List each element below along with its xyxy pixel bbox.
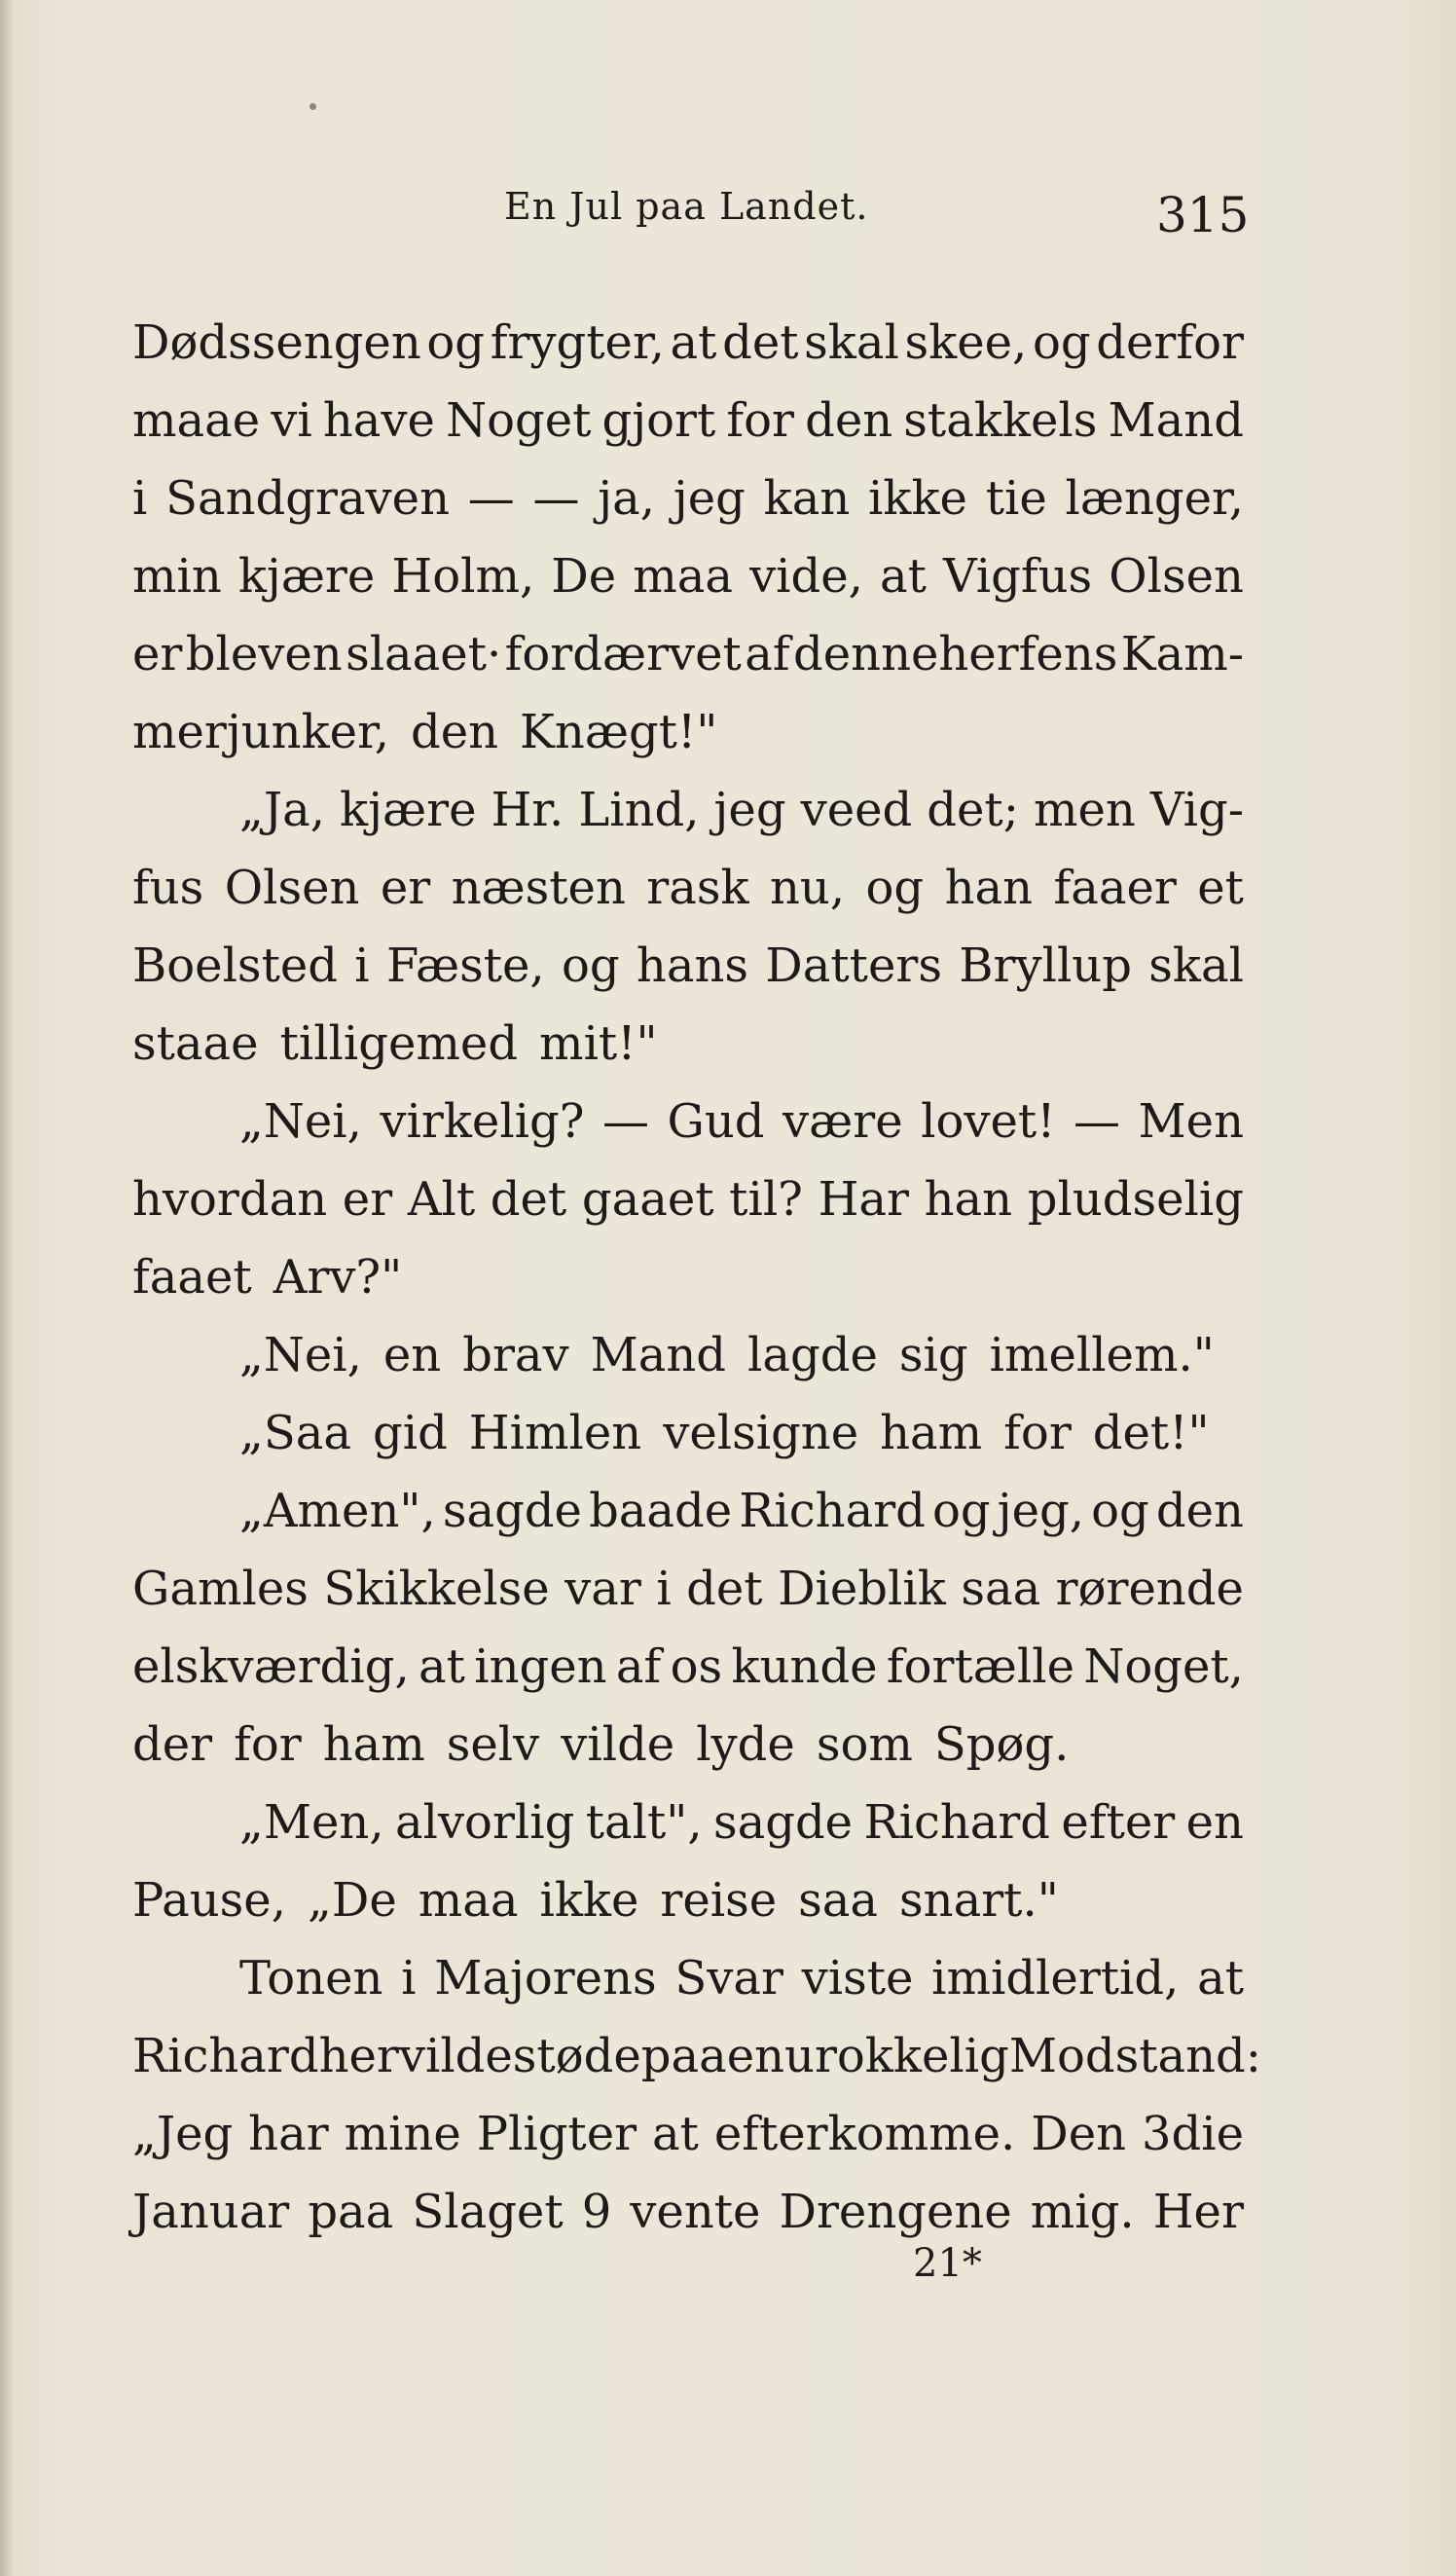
text-line [132,1005,1244,1083]
word: det [686,1562,763,1616]
word: vilde [561,1717,675,1772]
word: og [1032,315,1091,370]
word: var [564,1562,641,1616]
word: urokkelig [784,2029,1009,2083]
text-line [132,1160,1244,1238]
word: „Amen", [239,1484,436,1538]
word: gaaet [581,1172,714,1227]
word: selv [446,1717,540,1772]
word: til? [729,1172,803,1227]
word: har [248,2107,329,2161]
word: „Jeg [132,2107,234,2161]
word: hvordan [132,1172,328,1227]
signature-mark: 21* [913,2241,982,2286]
word: at [651,2107,699,2161]
word: for [726,393,794,448]
text-line [132,1939,1244,2017]
word: vi [271,393,312,448]
word: saa [798,1873,879,1928]
word: os [670,1639,723,1694]
word: Alt [407,1172,476,1227]
word: saa [961,1562,1041,1616]
word: Richard [132,2029,319,2083]
word: Olsen [224,861,360,915]
word: — [602,1094,649,1149]
text-line [132,1083,1244,1160]
word: imellem." [989,1328,1215,1382]
word: gjort [601,393,716,448]
word: lovet! [921,1094,1056,1149]
word: faaer [1053,861,1177,915]
text-line [132,304,1244,382]
word: det!" [1092,1406,1210,1460]
word: ikke [539,1873,639,1928]
word: talt", [585,1795,703,1850]
word: Drengene [779,2185,1012,2239]
word: Himlen [468,1406,642,1460]
body-text [132,304,1261,2251]
word: pludselig [1027,1172,1244,1227]
word: maae [132,393,261,448]
word: mig. [1030,2185,1135,2239]
text-line [132,615,1244,693]
word: Sandgraven [165,471,450,526]
word: sagde [712,1795,854,1850]
word: være [783,1094,903,1149]
word: Dødssengen [132,315,421,370]
word: min [132,549,222,604]
word: Holm, [391,549,535,604]
word: Majorens [434,1951,657,2006]
word: „Nei, [239,1328,362,1382]
word: De [551,549,617,604]
word: — [1074,1094,1120,1149]
word: „Nei, [239,1094,362,1149]
text-line [132,1550,1244,1628]
word: slaaet· [346,627,502,681]
word: ikke [868,471,967,526]
word: Bryllup [959,938,1132,993]
word: vilde [398,2029,513,2083]
word: faaet [132,1250,252,1305]
text-line [132,1706,1244,1784]
word: reise [660,1873,778,1928]
text-line [132,1394,1244,1472]
word: er [342,1172,393,1227]
word: „Ja, [239,783,325,837]
word: Skikkelse [323,1562,550,1616]
word: ja, [598,471,656,526]
word: alvorlig [394,1795,575,1850]
word: Noget, [1083,1639,1244,1694]
text-line [132,849,1244,927]
word: det; [927,783,1019,837]
word: have [322,393,435,448]
word: Fæste, [385,938,545,993]
word: vide, [749,549,863,604]
word: jeg [713,783,786,837]
word: Gud [667,1094,765,1149]
word: det [490,1172,567,1227]
word: der [132,1717,213,1772]
text-line [132,1472,1244,1550]
word: hans [636,938,748,993]
word: „Saa [239,1406,351,1460]
text-line [132,2095,1244,2173]
word: elskværdig, [132,1639,410,1694]
word: derfor [1096,315,1244,370]
word: en [1185,1795,1244,1850]
word: her [318,2029,399,2083]
word: Gamles [132,1562,309,1616]
word: — [532,471,580,526]
word: brav [462,1328,569,1382]
text-line [132,2173,1244,2251]
word: Hr. [491,783,564,837]
word: ham [880,1406,983,1460]
word: viste [801,1951,914,2006]
word: Lind, [578,783,700,837]
word: mit!" [539,1016,658,1071]
word: jeg, [997,1484,1085,1538]
word: tilligemed [279,1016,519,1071]
word: skal [1148,938,1244,993]
word: Slaget [412,2185,564,2239]
word: Svar [674,1951,783,2006]
word: for [1003,1406,1072,1460]
word: maa [633,549,733,604]
word: lyde [696,1717,795,1772]
word: sagde [442,1484,582,1538]
word: han [944,861,1034,915]
word: og [1091,1484,1149,1538]
word: og [561,938,620,993]
word: lagde [747,1328,878,1382]
word: kan [763,471,851,526]
word: fordærvet [504,627,742,681]
word: gid [372,1406,448,1460]
word: skee, [904,315,1028,370]
page-number: 315 [1156,187,1250,243]
word: at [1197,1951,1244,2006]
ink-speck [309,103,316,110]
word: i [401,1951,417,2006]
word: mine [344,2107,461,2161]
word: Noget [446,393,592,448]
word: Men [1138,1094,1244,1149]
word: den [1155,1484,1244,1538]
word: Mand [1108,393,1244,448]
word: næsten [451,861,626,915]
word: skal [804,315,899,370]
text-line [132,537,1244,615]
word: Pligter [476,2107,637,2161]
word: tie [985,471,1047,526]
spine-shadow [0,0,14,2576]
word: fortælle [886,1639,1074,1694]
word: Knægt!" [520,705,718,759]
word: støde [512,2029,641,2083]
text-line [132,771,1244,849]
word: rask [646,861,749,915]
word: Olsen [1109,549,1244,604]
word: staae [132,1016,259,1071]
word: Vig- [1149,783,1244,837]
word: — [467,471,515,526]
word: efter [1061,1795,1176,1850]
word: kjære [237,549,376,604]
word: Mand [590,1328,727,1382]
word: virkelig? [380,1094,585,1149]
word: i [354,938,370,993]
word: Vigfus [942,549,1093,604]
word: jeg [673,471,746,526]
text-line [132,382,1244,460]
word: baade [589,1484,733,1538]
running-title: En Jul paa Landet. [504,185,869,228]
word: at [879,549,927,604]
word: er [132,627,183,681]
word: velsigne [663,1406,859,1460]
word: et [1197,861,1244,915]
word: veed [800,783,913,837]
word: for [234,1717,302,1772]
word: merjunker, [132,705,389,759]
word: „De [307,1873,397,1928]
word: som [816,1717,913,1772]
word: Her [1152,2185,1244,2239]
word: Arv?" [273,1250,403,1305]
word: maa [418,1873,519,1928]
word: vente [630,2185,761,2239]
word: men [1033,783,1136,837]
word: Den [1031,2107,1127,2161]
word: paa [308,2185,394,2239]
word: af [615,1639,662,1694]
word: sig [898,1328,968,1382]
word: nu, [770,861,846,915]
text-line [132,1316,1244,1394]
text-line [132,2017,1261,2095]
word: Dieblik [778,1562,946,1616]
word: er [380,861,431,915]
word: ham [322,1717,425,1772]
text-line [132,1238,1244,1316]
word: i [132,471,148,526]
word: den [805,393,893,448]
word: Richard [863,1795,1051,1850]
word: og [426,315,486,370]
word: i [656,1562,672,1616]
word: Tonen [239,1951,383,2006]
word: af [745,627,790,681]
word: Januar [132,2185,290,2239]
word: Datters [765,938,942,993]
text-line [132,1861,1244,1939]
word: den [411,705,499,759]
text-line [132,927,1244,1005]
word: Richard [739,1484,926,1538]
word: længer, [1065,471,1244,526]
word: frygter, [490,315,665,370]
word: fus [132,861,204,915]
word: og [931,1484,991,1538]
word: Kam- [1120,627,1244,681]
word: rørende [1055,1562,1244,1616]
word: efterkomme. [713,2107,1016,2161]
word: snart." [899,1873,1059,1928]
text-line [132,693,1244,771]
text-line [132,1628,1244,1706]
word: Har [818,1172,909,1227]
text-line [132,1784,1244,1861]
word: denneherfens [793,627,1118,681]
word: paa [640,2029,727,2083]
word: Spøg. [933,1717,1070,1772]
word: 9 [581,2185,612,2239]
word: en [726,2029,785,2083]
word: han [924,1172,1013,1227]
word: det [722,315,799,370]
word: „Men, [239,1795,384,1850]
word: Pause, [132,1873,286,1928]
text-line [132,460,1244,537]
word: og [865,861,925,915]
word: Modstand: [1008,2029,1261,2083]
word: kjære [340,783,477,837]
word: stakkels [903,393,1098,448]
word: 3die [1141,2107,1244,2161]
word: ingen [474,1639,607,1694]
word: at [670,315,717,370]
word: bleven [185,627,343,681]
word: en [382,1328,442,1382]
word: imidlertid, [931,1951,1180,2006]
word: Boelsted [132,938,338,993]
word: at [419,1639,465,1694]
word: kunde [731,1639,878,1694]
